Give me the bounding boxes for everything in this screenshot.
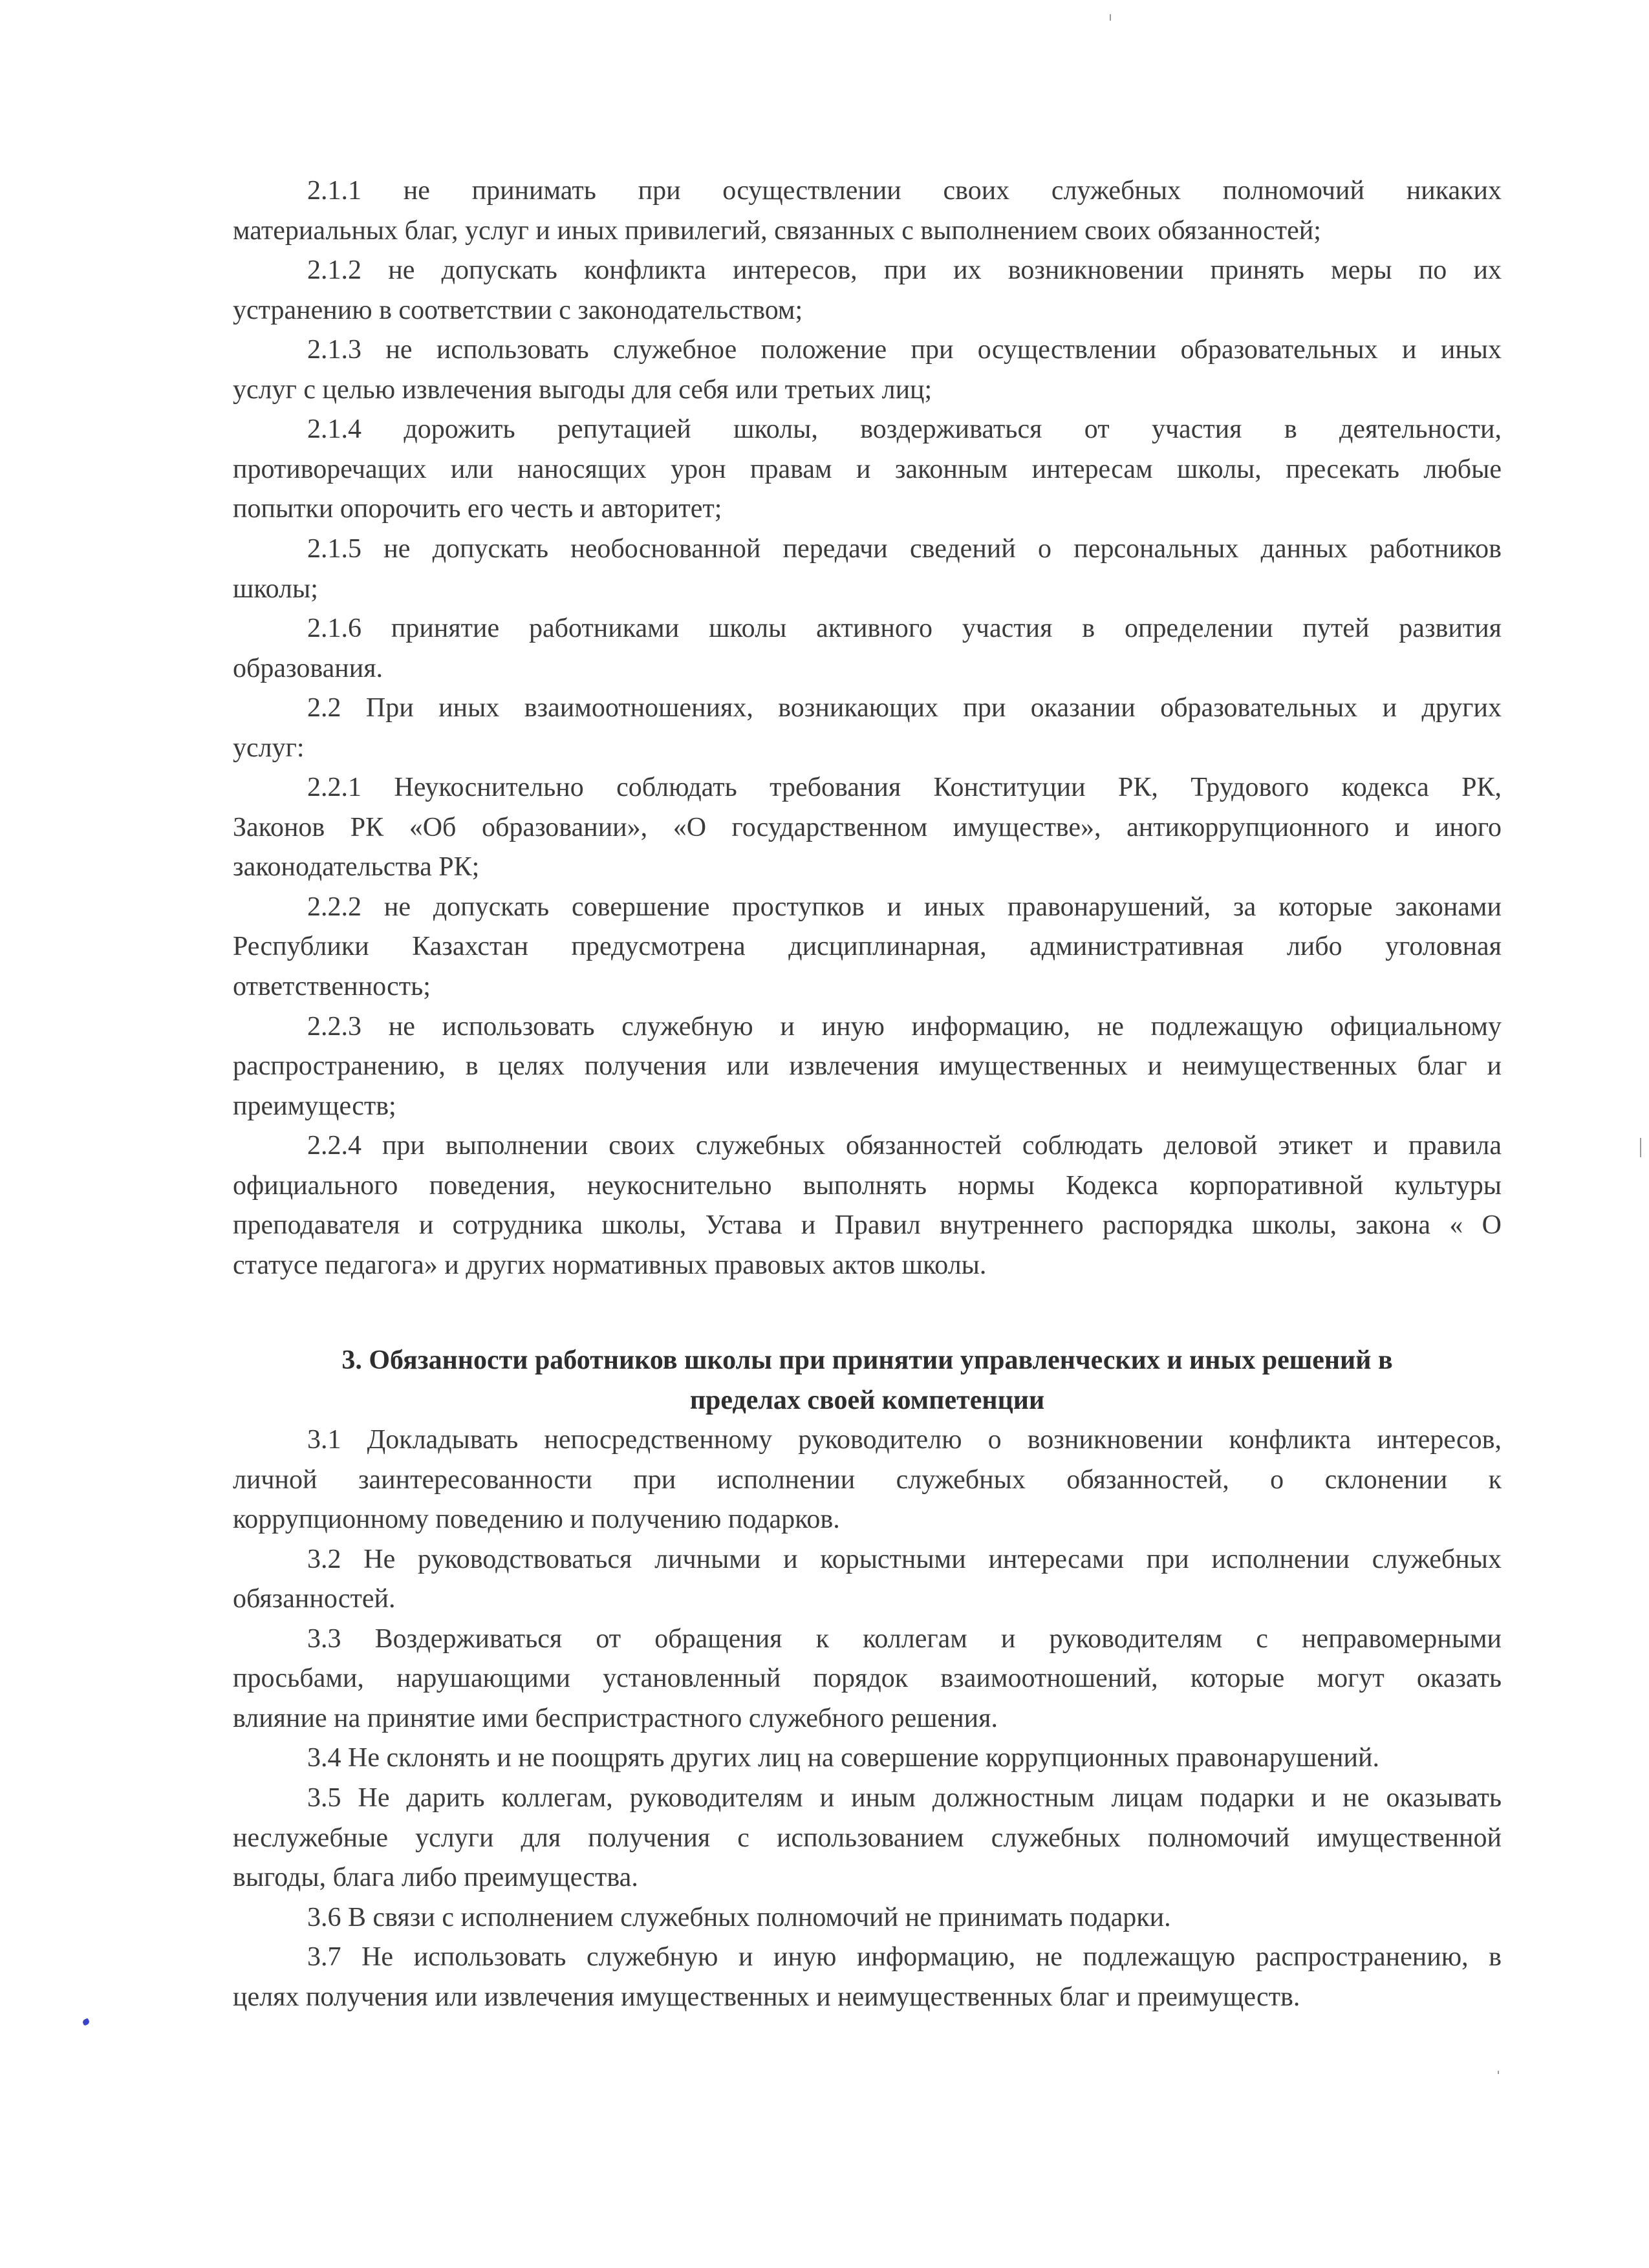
paragraph-line: официального поведения, неукоснительно выполнять нормы Кодекса корпоративной культуры <box>233 1170 1502 1201</box>
paragraph-line: преподавателя и сотрудника школы, Устава и Правил внутреннего распорядка школы, закона « О <box>233 1210 1502 1241</box>
paragraph-line: услуг с целью извлечения выгоды для себя или третьих лиц; <box>233 374 932 405</box>
paragraph-line: 2.1.5 не допускать необоснованной передачи сведений о персональных данных работников <box>307 533 1502 564</box>
paragraph-line: 3.2 Не руководствоваться личными и корыстными интересами при исполнении служебных <box>307 1544 1502 1574</box>
paragraph-line: Законов РК «Об образовании», «О государственном имуществе», антикоррупционного и иного <box>233 812 1502 842</box>
paragraph-line: законодательства РК; <box>233 852 480 883</box>
paragraph-line: 2.2.1 Неукоснительно соблюдать требования Конституции РК, Трудового кодекса РК, <box>307 773 1502 803</box>
paragraph-line: влияние на принятие ими беспристрастного служебного решения. <box>233 1703 998 1733</box>
paragraph-line: преимуществ; <box>233 1091 396 1121</box>
paragraph-line: статусе педагога» и других нормативных правовых актов школы. <box>233 1250 987 1280</box>
section-heading-line: 3. Обязанности работников школы при принятии управленческих и иных решений в <box>341 1345 1393 1375</box>
paragraph-line: услуг: <box>233 733 305 763</box>
paragraph-line: материальных благ, услуг и иных привилегий, связанных с выполнением своих обязанностей; <box>233 215 1321 246</box>
paragraph-line: школы; <box>233 573 318 604</box>
paragraph-line: 3.5 Не дарить коллегам, руководителям и иным должностным лицам подарки и не оказывать <box>307 1782 1502 1813</box>
section-heading-line: пределах своей компетенции <box>689 1385 1045 1415</box>
paragraph-line: просьбами, нарушающими установленный порядок взаимоотношений, которые могут оказать <box>233 1664 1502 1694</box>
paragraph-line: коррупционному поведению и получению подарков. <box>233 1504 840 1535</box>
paragraph-line: 2.2.2 не допускать совершение проступков и иных правонарушений, за которые законами <box>307 892 1502 922</box>
paragraph-line: устранению в соответствии с законодательством; <box>233 295 803 325</box>
paragraph-line: 3.4 Не склонять и не поощрять других лиц на совершение коррупционных правонарушений. <box>307 1743 1379 1773</box>
scan-speck <box>1640 1138 1641 1157</box>
paragraph-line: 2.1.6 принятие работниками школы активного участия в определении путей развития <box>307 614 1502 644</box>
paragraph-line: 2.1.4 дорожить репутацией школы, воздерживаться от участия в деятельности, <box>307 414 1502 445</box>
paragraph-line: попытки опорочить его честь и авторитет; <box>233 494 722 524</box>
paragraph-line: 3.6 В связи с исполнением служебных полномочий не принимать подарки. <box>307 1902 1171 1932</box>
paragraph-line: 3.7 Не использовать служебную и иную информацию, не подлежащую распространению, в <box>307 1942 1502 1973</box>
pen-mark <box>82 2018 91 2026</box>
paragraph-line: Республики Казахстан предусмотрена дисциплинарная, административная либо уголовная <box>233 932 1502 962</box>
paragraph-line: 2.1.1 не принимать при осуществлении своих служебных полномочий никаких <box>307 176 1502 206</box>
paragraph-line: 2.2 При иных взаимоотношениях, возникающих при оказании образовательных и других <box>307 693 1502 723</box>
paragraph-line: 2.1.3 не использовать служебное положение при осуществлении образовательных и иных <box>307 335 1502 365</box>
paragraph-line: 2.1.2 не допускать конфликта интересов, при их возникновении принять меры по их <box>307 255 1502 286</box>
paragraph-line: ответственность; <box>233 972 431 1001</box>
paragraph-line: 3.1 Докладывать непосредственному руководителю о возникновении конфликта интересов, <box>307 1425 1502 1455</box>
paragraph-line: целях получения или извлечения имущественных и неимущественных благ и преимуществ. <box>233 1982 1300 2012</box>
paragraph-line: обязанностей. <box>233 1584 396 1614</box>
scan-speck <box>1498 2071 1499 2074</box>
paragraph-line: 3.3 Воздерживаться от обращения к коллегам и руководителям с неправомерными <box>307 1623 1502 1654</box>
paragraph-line: выгоды, блага либо преимущества. <box>233 1863 638 1893</box>
paragraph-line: 2.2.4 при выполнении своих служебных обязанностей соблюдать деловой этикет и правила <box>307 1131 1502 1161</box>
paragraph-line: образования. <box>233 653 383 683</box>
paragraph-line: неслужебные услуги для получения с использованием служебных полномочий имущественной <box>233 1823 1502 1853</box>
paragraph-line: 2.2.3 не использовать служебную и иную информацию, не подлежащую официальному <box>307 1011 1502 1042</box>
paragraph-line: личной заинтересованности при исполнении служебных обязанностей, о склонении к <box>233 1464 1502 1495</box>
paragraph-line: противоречащих или наносящих урон правам и законным интересам школы, пресекать любые <box>233 454 1502 484</box>
paragraph-line: распространению, в целях получения или извлечения имущественных и неимущественных благ и <box>233 1051 1502 1082</box>
scan-speck <box>1110 14 1111 21</box>
